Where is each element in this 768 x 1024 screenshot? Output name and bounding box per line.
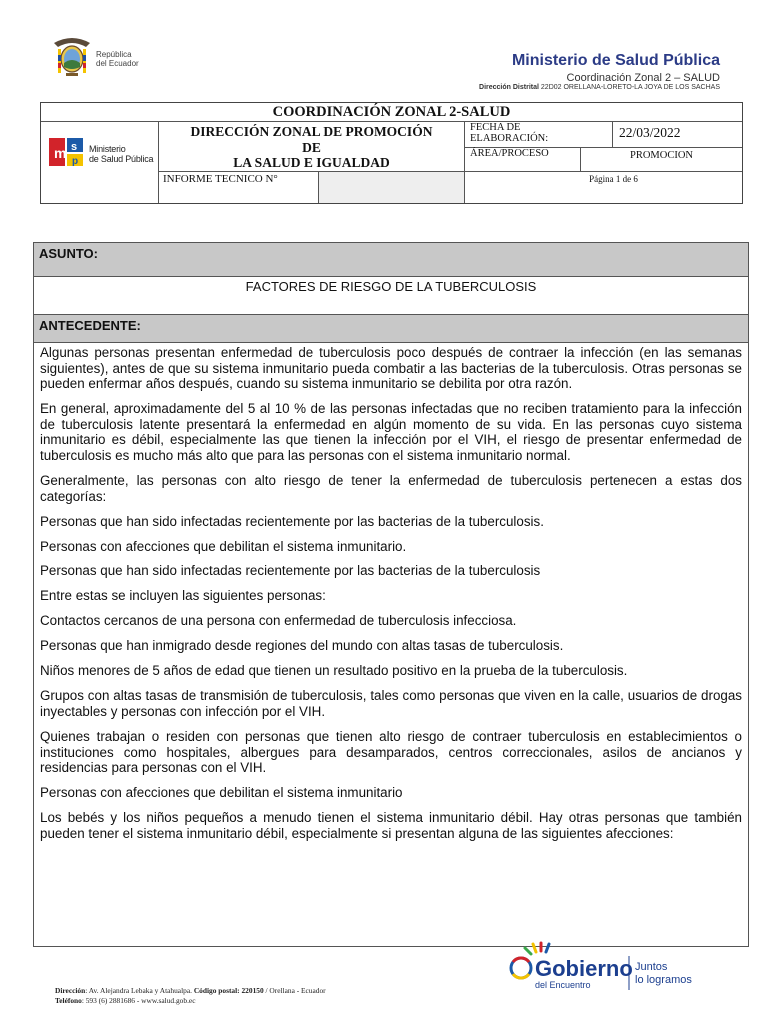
direction-line2: DE bbox=[302, 139, 321, 155]
paragraph: Personas con afecciones que debilitan el sistema inmunitario bbox=[40, 785, 403, 801]
paragraph: Personas que han sido infectadas recientemente por las bacterias de la tuberculosis. bbox=[40, 513, 544, 529]
republica-ecuador-text bbox=[96, 50, 139, 68]
fecha-value-cell bbox=[613, 122, 742, 148]
area-value: PROMOCION bbox=[629, 150, 693, 161]
paragraph: En general, aproximadamente del 5 al 10 % de las personas infectadas que no reciben tratamiento para la infección de tuberculosis latente presentará la enfermedad en algún momento de su vida. En las personas cuyo sistema inmunitario es débil, especialmente las que tienen la infección por el VIH, el riesgo de presentar enfermedad de tuberculosis es mucho más alto que para las personas con el sistema inmunitario normal. bbox=[40, 401, 742, 463]
page-number-cell bbox=[465, 172, 742, 203]
ring-icon bbox=[511, 958, 531, 978]
paragraph: Niños menores de 5 años de edad que tienen un resultado positivo en la prueba de la tuberculosis. bbox=[40, 663, 628, 679]
fecha-label-cell bbox=[465, 122, 613, 148]
info-title-cell bbox=[41, 103, 742, 122]
sunburst-icon bbox=[525, 943, 549, 954]
svg-text:p: p bbox=[72, 156, 79, 167]
slogan-line2: lo logramos bbox=[635, 974, 692, 986]
msp-logo-line1: Ministerio bbox=[89, 144, 126, 154]
fecha-label-2: ELABORACIÓN: bbox=[470, 133, 549, 144]
area-label-cell bbox=[465, 148, 581, 172]
antecedente-header bbox=[34, 315, 748, 343]
area-value-cell bbox=[581, 148, 742, 172]
gobierno-word: Gobierno bbox=[535, 956, 633, 981]
emblem-text-line2: del Ecuador bbox=[96, 59, 139, 68]
district-line bbox=[479, 84, 720, 91]
area-label: ÁREA/PROCESO bbox=[470, 148, 549, 159]
paragraph: Quienes trabajan o residen con personas que tienen alto riesgo de contraer tuberculosis en establecimientos o instituciones como hospitales, albergues para desamparados, centros correccionales, asilos de ancianos y residencias para personas con el VIH. bbox=[40, 728, 742, 776]
report-body-table bbox=[33, 242, 749, 947]
svg-text:s: s bbox=[71, 141, 78, 153]
direction-line3: LA SALUD E IGUALDAD bbox=[233, 155, 390, 170]
asunto-header bbox=[34, 243, 748, 277]
footer-contact bbox=[55, 986, 326, 1006]
ministry-subtitle: Coordinación Zonal 2 – SALUD bbox=[566, 72, 720, 84]
slogan-line1: Juntos bbox=[635, 961, 668, 973]
district-label: Dirección Distrital bbox=[479, 84, 539, 91]
page-number: Página 1 de 6 bbox=[589, 174, 638, 184]
encuentro-word: del Encuentro bbox=[535, 980, 591, 990]
direction-line1: DIRECCIÓN ZONAL DE PROMOCIÓN bbox=[190, 124, 433, 139]
paragraph: Algunas personas presentan enfermedad de tuberculosis poco después de contraer la infección (en las semanas siguientes), antes de que su sistema inmunitario pueda combatir a las bacterias de la tuberculosis. Otras personas se pueden enfermar años después, cuando su sistema inmunitario se debilita por otra razón. bbox=[40, 345, 742, 392]
footer-telefono-label: Teléfono bbox=[55, 996, 82, 1005]
msp-logo-line2: de Salud Pública bbox=[89, 154, 154, 164]
paragraph: Contactos cercanos de una persona con enfermedad de tuberculosis infecciosa. bbox=[40, 613, 517, 629]
paragraph: Grupos con altas tasas de transmisión de tuberculosis, tales como personas que viven en la calle, usuarios de drogas inyectables y personas con infección por el VIH. bbox=[40, 688, 742, 719]
footer-direccion-label: Dirección bbox=[55, 986, 86, 995]
antecedente-content bbox=[40, 345, 742, 851]
paragraph: Los bebés y los niños pequeños a menudo tienen el sistema inmunitario débil. Hay otras personas que también pueden tener el sistema inmunitario débil, especialmente si presentan alguna de las siguientes afecciones: bbox=[40, 810, 742, 841]
footer-city: / Orellana - Ecuador bbox=[265, 986, 326, 995]
footer-postal-value: 220150 bbox=[241, 986, 264, 995]
footer-direccion-value: : Av. Alejandra Lebaka y Atahualpa. bbox=[85, 986, 192, 995]
svg-text:m: m bbox=[54, 145, 67, 161]
fecha-value: 22/03/2022 bbox=[619, 125, 681, 140]
emblem-text-line1: República bbox=[96, 50, 132, 59]
paragraph: Personas que han sido infectadas recientemente por las bacterias de la tuberculosis bbox=[40, 563, 541, 579]
district-value: 22D02 ORELLANA-LORETO-LA JOYA DE LOS SACHAS bbox=[540, 84, 720, 91]
asunto-label: ASUNTO: bbox=[39, 246, 98, 261]
antecedente-label: ANTECEDENTE: bbox=[39, 318, 141, 333]
fecha-label-1: FECHA DE bbox=[470, 122, 521, 133]
document-info-table bbox=[40, 102, 743, 204]
footer-telefono-value: : 593 (6) 2881686 - www.salud.gob.ec bbox=[81, 996, 196, 1005]
asunto-row bbox=[34, 277, 748, 315]
msp-logo-cell bbox=[41, 122, 159, 203]
ministry-title: Ministerio de Salud Pública bbox=[511, 52, 720, 69]
informe-number-cell bbox=[319, 172, 465, 203]
paragraph: Personas que han inmigrado desde regiones del mundo con altas tasas de tuberculosis. bbox=[40, 638, 564, 654]
footer-postal-label: Código postal: bbox=[193, 986, 240, 995]
paragraph: Personas con afecciones que debilitan el sistema inmunitario. bbox=[40, 538, 407, 554]
msp-logo-icon bbox=[47, 136, 87, 170]
ecuador-coat-of-arms-icon bbox=[50, 35, 94, 79]
informe-label: INFORME TECNICO N° bbox=[163, 173, 278, 185]
asunto-value: FACTORES DE RIESGO DE LA TUBERCULOSIS bbox=[245, 279, 537, 294]
paragraph: Entre estas se incluyen las siguientes personas: bbox=[40, 588, 326, 604]
info-title: COORDINACIÓN ZONAL 2-SALUD bbox=[272, 104, 511, 120]
gobierno-del-encuentro-logo bbox=[505, 940, 745, 1000]
direction-cell bbox=[159, 122, 465, 172]
paragraph: Generalmente, las personas con alto riesgo de tener la enfermedad de tuberculosis pertenecen a estas dos categorías: bbox=[40, 472, 742, 504]
informe-label-cell bbox=[159, 172, 319, 203]
